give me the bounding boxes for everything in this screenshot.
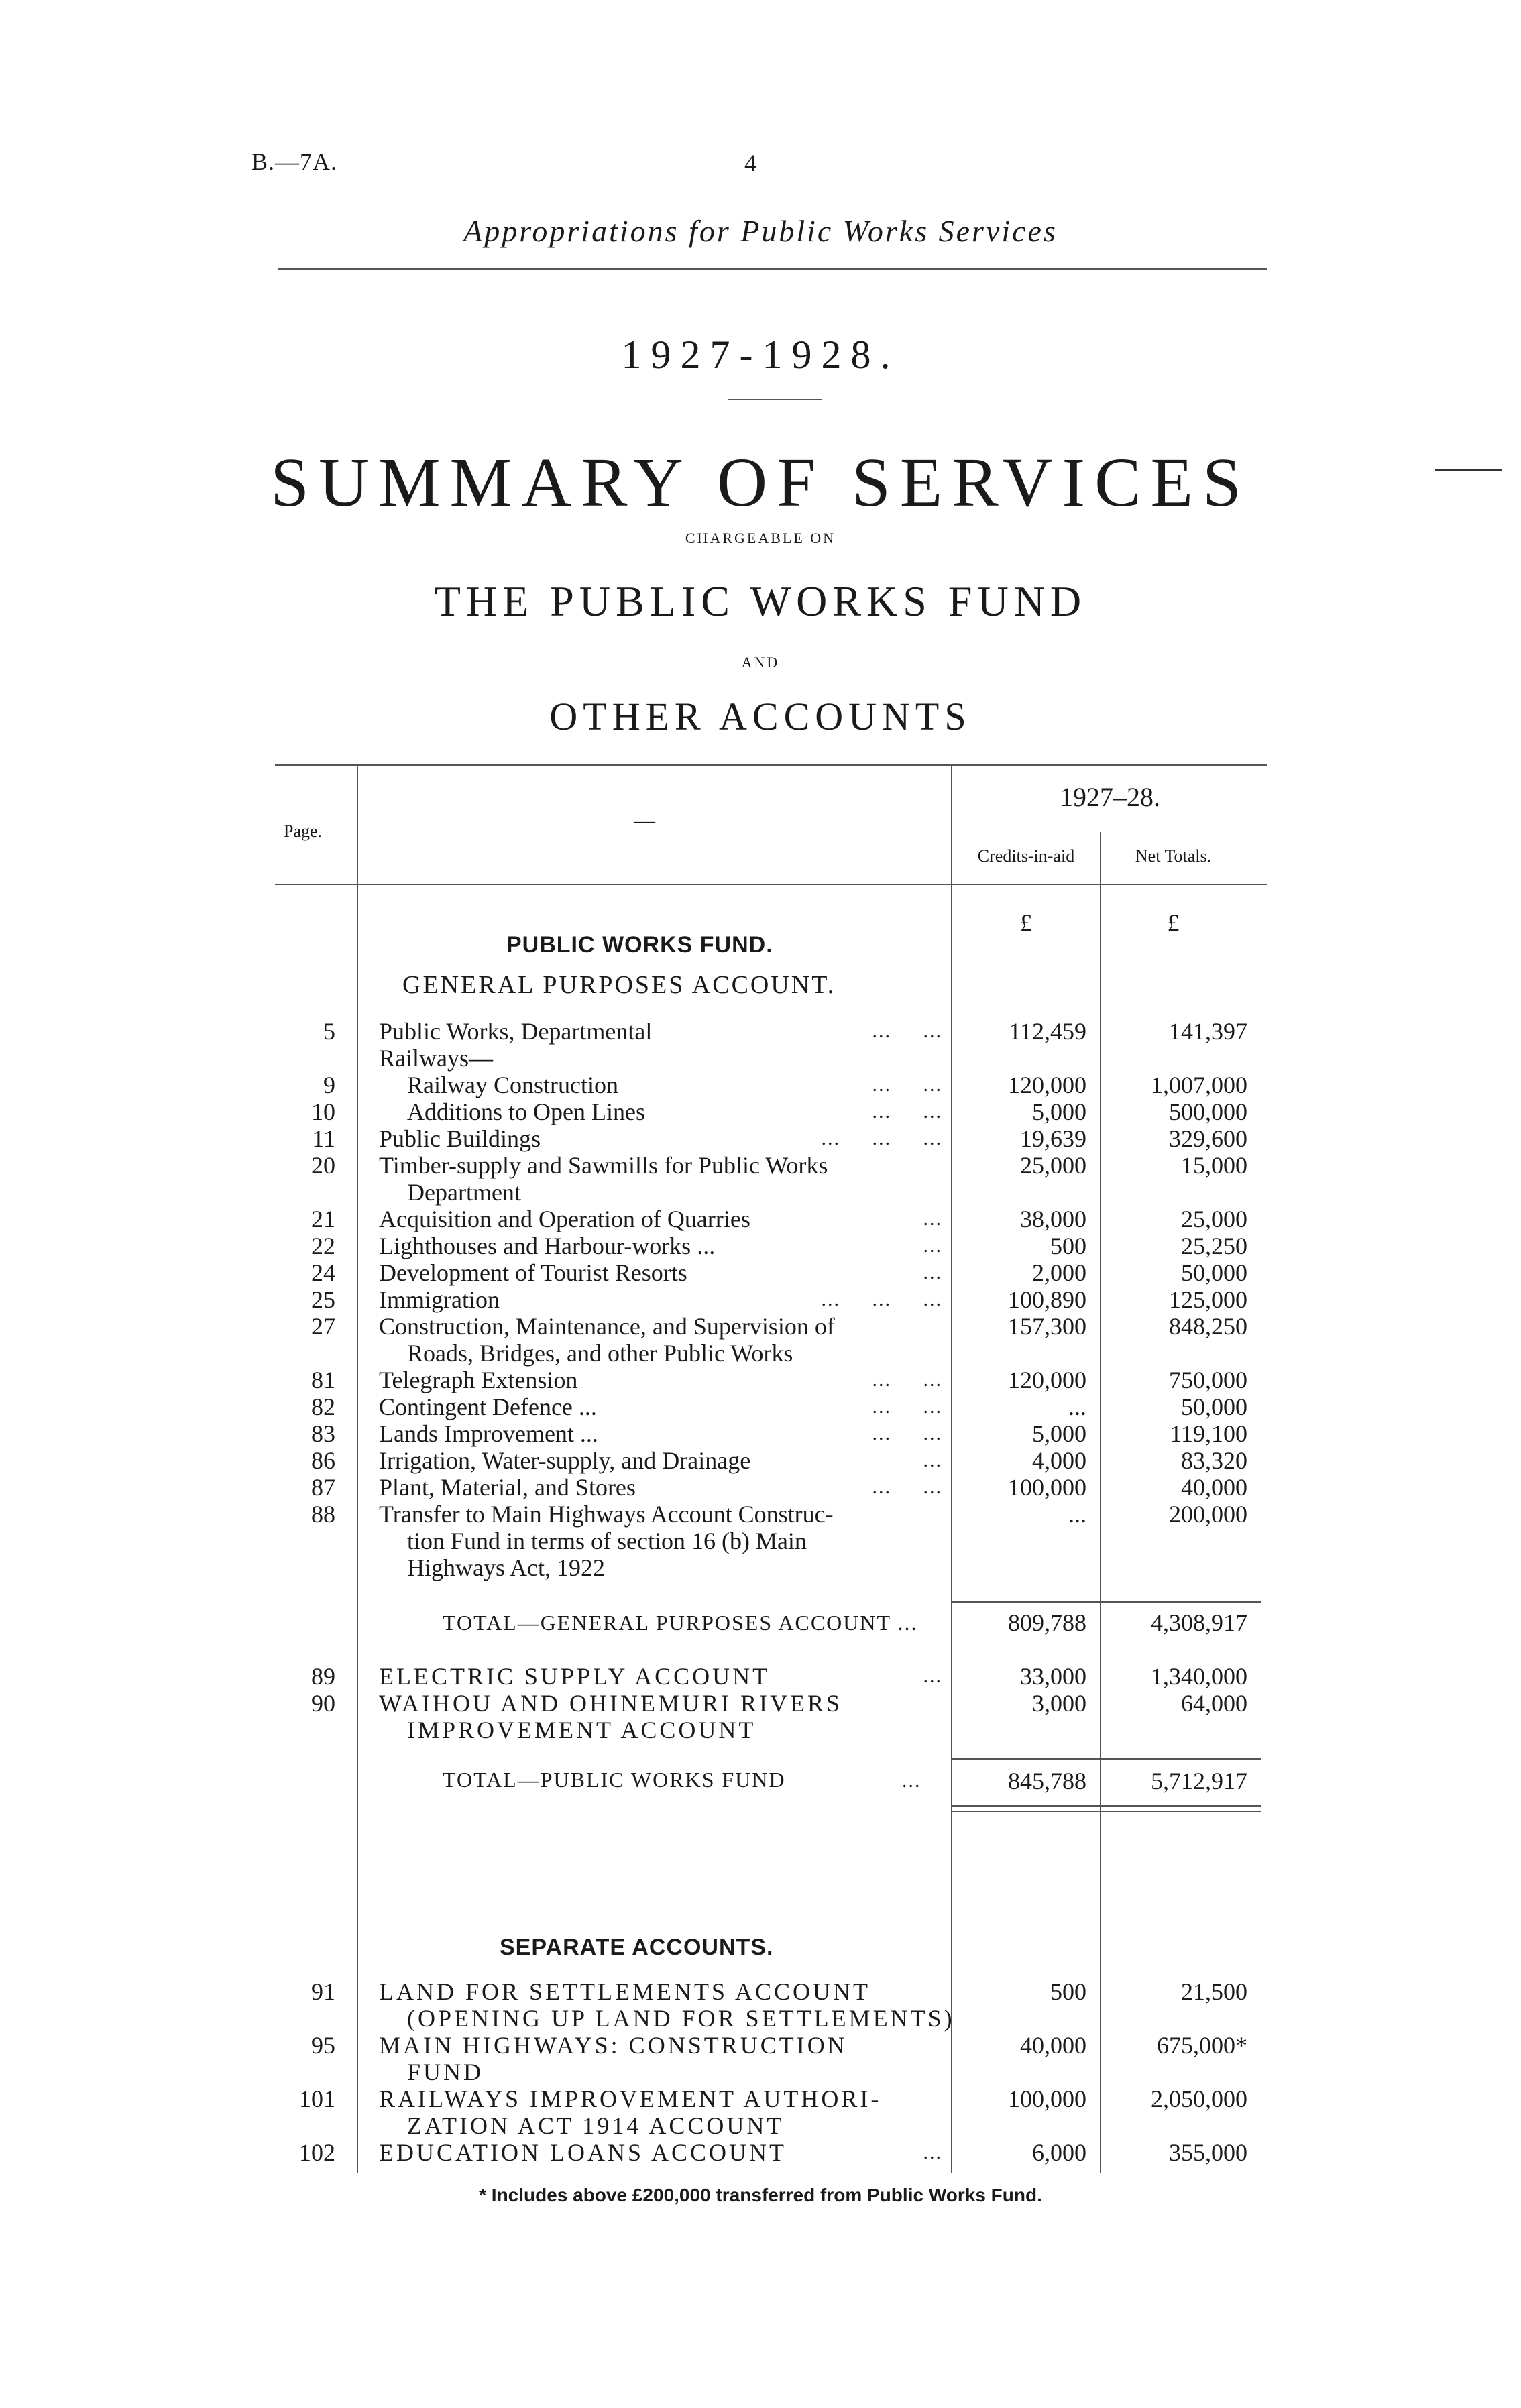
row-page-number: 11 [312,1125,335,1152]
year-rule [728,399,822,400]
row-leader-dots: ... ... [872,1100,942,1123]
row-credits-in-aid: 112,459 [1009,1018,1086,1045]
page-number: 4 [744,150,756,176]
other-accounts-title: OTHER ACCOUNTS [549,695,972,738]
row-page-number: 20 [311,1152,335,1179]
row-credits-in-aid: 2,000 [1032,1259,1086,1286]
chargeable-on-text: CHARGEABLE ON [685,530,836,547]
row-credits-in-aid: 33,000 [1020,1663,1086,1690]
fund-total-top-rule [952,1758,1261,1760]
row-page-number: 21 [311,1206,335,1232]
row-page-number: 89 [311,1663,335,1690]
total-fund-credits: 845,788 [1008,1768,1086,1794]
row-credits-in-aid: 100,000 [1008,1474,1086,1501]
row-credits-in-aid: ... [1068,1501,1086,1528]
page-column-divider [357,764,358,2173]
row-net-total: 329,600 [1169,1125,1247,1152]
row-description: LAND FOR SETTLEMENTS ACCOUNT [379,1978,871,2005]
row-net-total: 355,000 [1169,2139,1247,2166]
row-net-total: 200,000 [1169,1501,1247,1528]
row-net-total: 64,000 [1181,1690,1247,1717]
row-credits-in-aid: 38,000 [1020,1206,1086,1232]
row-net-total: 1,007,000 [1151,1072,1247,1098]
public-works-fund-heading: PUBLIC WORKS FUND. [506,932,773,958]
row-page-number: 81 [311,1367,335,1393]
row-page-number: 27 [311,1313,335,1340]
total-fund-dots: ... [902,1770,921,1792]
net-column-header: Net Totals. [1135,846,1212,866]
row-leader-dots: ... [923,2141,942,2163]
row-description: Railways— [379,1045,493,1072]
row-description: Transfer to Main Highways Account Construc- [379,1501,834,1528]
row-credits-in-aid: 6,000 [1032,2139,1086,2166]
net-pound-sign: £ [1167,909,1180,936]
credits-pound-sign: £ [1020,909,1032,936]
row-description: Additions to Open Lines [407,1098,645,1125]
row-net-total: 21,500 [1181,1978,1247,2005]
row-credits-in-aid: 120,000 [1008,1072,1086,1098]
row-net-total: 50,000 [1181,1393,1247,1420]
row-description: Department [407,1179,521,1206]
total-general-label: TOTAL—GENERAL PURPOSES ACCOUNT ... [443,1611,918,1635]
row-description: Acquisition and Operation of Quarries [379,1206,750,1232]
document-reference: B.—7A. [251,148,338,175]
row-page-number: 91 [311,1978,335,2005]
row-leader-dots: ... ... [872,1422,942,1444]
year-heading: 1927-1928. [621,333,900,377]
fund-title: THE PUBLIC WORKS FUND [434,577,1087,625]
row-net-total: 50,000 [1181,1259,1247,1286]
row-leader-dots: ... [923,1208,942,1230]
row-description: Telegraph Extension [379,1367,578,1393]
row-leader-dots: ... ... [872,1020,942,1042]
row-net-total: 141,397 [1169,1018,1247,1045]
row-description: Public Buildings [379,1125,541,1152]
table-top-rule [275,764,1268,766]
row-credits-in-aid: 100,000 [1008,2085,1086,2112]
row-page-number: 82 [311,1393,335,1420]
row-page-number: 101 [299,2085,335,2112]
row-page-number: 90 [311,1690,335,1717]
and-text: AND [741,654,780,671]
row-credits-in-aid: 5,000 [1032,1098,1086,1125]
row-net-total: 125,000 [1169,1286,1247,1313]
year-column-header: 1927–28. [1060,782,1160,812]
page-column-header: Page. [284,821,323,841]
row-credits-in-aid: 5,000 [1032,1420,1086,1447]
row-description: EDUCATION LOANS ACCOUNT [379,2139,787,2166]
row-description: ELECTRIC SUPPLY ACCOUNT [379,1663,771,1690]
row-page-number: 22 [311,1232,335,1259]
footnote: * Includes above £200,000 transferred from Public Works Fund. [479,2185,1042,2205]
row-description: Immigration [379,1286,500,1313]
row-page-number: 95 [311,2032,335,2059]
row-description: Highways Act, 1922 [407,1554,605,1581]
row-description: Roads, Bridges, and other Public Works [407,1340,793,1367]
row-description: RAILWAYS IMPROVEMENT AUTHORI- [379,2085,882,2112]
main-title: SUMMARY OF SERVICES [270,444,1251,521]
row-page-number: 5 [323,1018,335,1045]
page-subtitle: Appropriations for Public Works Services [463,214,1058,248]
row-description: WAIHOU AND OHINEMURI RIVERS [379,1690,842,1717]
row-page-number: 87 [311,1474,335,1501]
row-description: Contingent Defence ... [379,1393,597,1420]
total-fund-label: TOTAL—PUBLIC WORKS FUND [443,1768,786,1792]
row-credits-in-aid: ... [1068,1393,1086,1420]
row-page-number: 102 [299,2139,335,2166]
fund-total-double-rule-1 [952,1805,1261,1807]
row-page-number: 25 [311,1286,335,1313]
row-net-total: 83,320 [1181,1447,1247,1474]
row-credits-in-aid: 3,000 [1032,1690,1086,1717]
row-page-number: 88 [311,1501,335,1528]
subtotal-rule [952,1601,1261,1603]
row-description: Railway Construction [407,1072,618,1098]
row-credits-in-aid: 25,000 [1020,1152,1086,1179]
general-purposes-heading: GENERAL PURPOSES ACCOUNT. [402,971,836,999]
row-page-number: 10 [311,1098,335,1125]
description-column-header: — [634,808,655,832]
row-description: Irrigation, Water-supply, and Drainage [379,1447,751,1474]
row-description: Timber-supply and Sawmills for Public Works [379,1152,828,1179]
row-description: Public Works, Departmental [379,1018,653,1045]
row-description: Lighthouses and Harbour-works ... [379,1232,716,1259]
separate-accounts-heading: SEPARATE ACCOUNTS. [500,1935,774,1960]
row-credits-in-aid: 4,000 [1032,1447,1086,1474]
row-net-total: 2,050,000 [1151,2085,1247,2112]
header-rule [278,268,1268,270]
row-credits-in-aid: 120,000 [1008,1367,1086,1393]
row-description: ZATION ACT 1914 ACCOUNT [407,2112,785,2139]
row-leader-dots: ... ... ... [821,1127,942,1149]
row-credits-in-aid: 500 [1050,1978,1086,2005]
row-leader-dots: ... ... [872,1395,942,1418]
row-page-number: 9 [323,1072,335,1098]
row-page-number: 24 [311,1259,335,1286]
row-net-total: 675,000* [1157,2032,1247,2059]
row-net-total: 119,100 [1170,1420,1247,1447]
row-description: (OPENING UP LAND FOR SETTLEMENTS) [407,2005,955,2032]
total-general-credits: 809,788 [1008,1609,1086,1636]
row-net-total: 15,000 [1181,1152,1247,1179]
row-leader-dots: ... [923,1261,942,1283]
row-description: tion Fund in terms of section 16 (b) Main [407,1528,807,1554]
row-description: MAIN HIGHWAYS: CONSTRUCTION [379,2032,848,2059]
row-leader-dots: ... [923,1235,942,1257]
row-credits-in-aid: 19,639 [1020,1125,1086,1152]
row-leader-dots: ... ... ... [821,1288,942,1310]
row-net-total: 500,000 [1169,1098,1247,1125]
fund-total-double-rule-2 [952,1811,1261,1812]
row-description: Plant, Material, and Stores [379,1474,636,1501]
row-net-total: 750,000 [1169,1367,1247,1393]
row-credits-in-aid: 500 [1050,1232,1086,1259]
row-credits-in-aid: 40,000 [1020,2032,1086,2059]
row-leader-dots: ... ... [872,1476,942,1498]
row-page-number: 86 [311,1447,335,1474]
row-net-total: 25,000 [1181,1206,1247,1232]
row-description: IMPROVEMENT ACCOUNT [407,1717,756,1743]
row-leader-dots: ... ... [872,1369,942,1391]
row-net-total: 848,250 [1169,1313,1247,1340]
row-leader-dots: ... [923,1449,942,1471]
total-general-net: 4,308,917 [1151,1609,1247,1636]
total-fund-net: 5,712,917 [1151,1768,1247,1794]
row-description: Lands Improvement ... [379,1420,598,1447]
credits-column-header: Credits-in-aid [977,846,1075,866]
row-description: Development of Tourist Resorts [379,1259,687,1286]
row-leader-dots: ... ... [872,1074,942,1096]
row-net-total: 25,250 [1181,1232,1247,1259]
row-description: Construction, Maintenance, and Supervision of [379,1313,835,1340]
row-net-total: 1,340,000 [1151,1663,1247,1690]
row-credits-in-aid: 157,300 [1008,1313,1086,1340]
margin-mark [1435,469,1502,471]
row-description: FUND [407,2059,484,2085]
row-page-number: 83 [311,1420,335,1447]
row-leader-dots: ... [923,1665,942,1687]
table-header-bottom-rule [275,884,1268,885]
row-net-total: 40,000 [1181,1474,1247,1501]
row-credits-in-aid: 100,890 [1008,1286,1086,1313]
